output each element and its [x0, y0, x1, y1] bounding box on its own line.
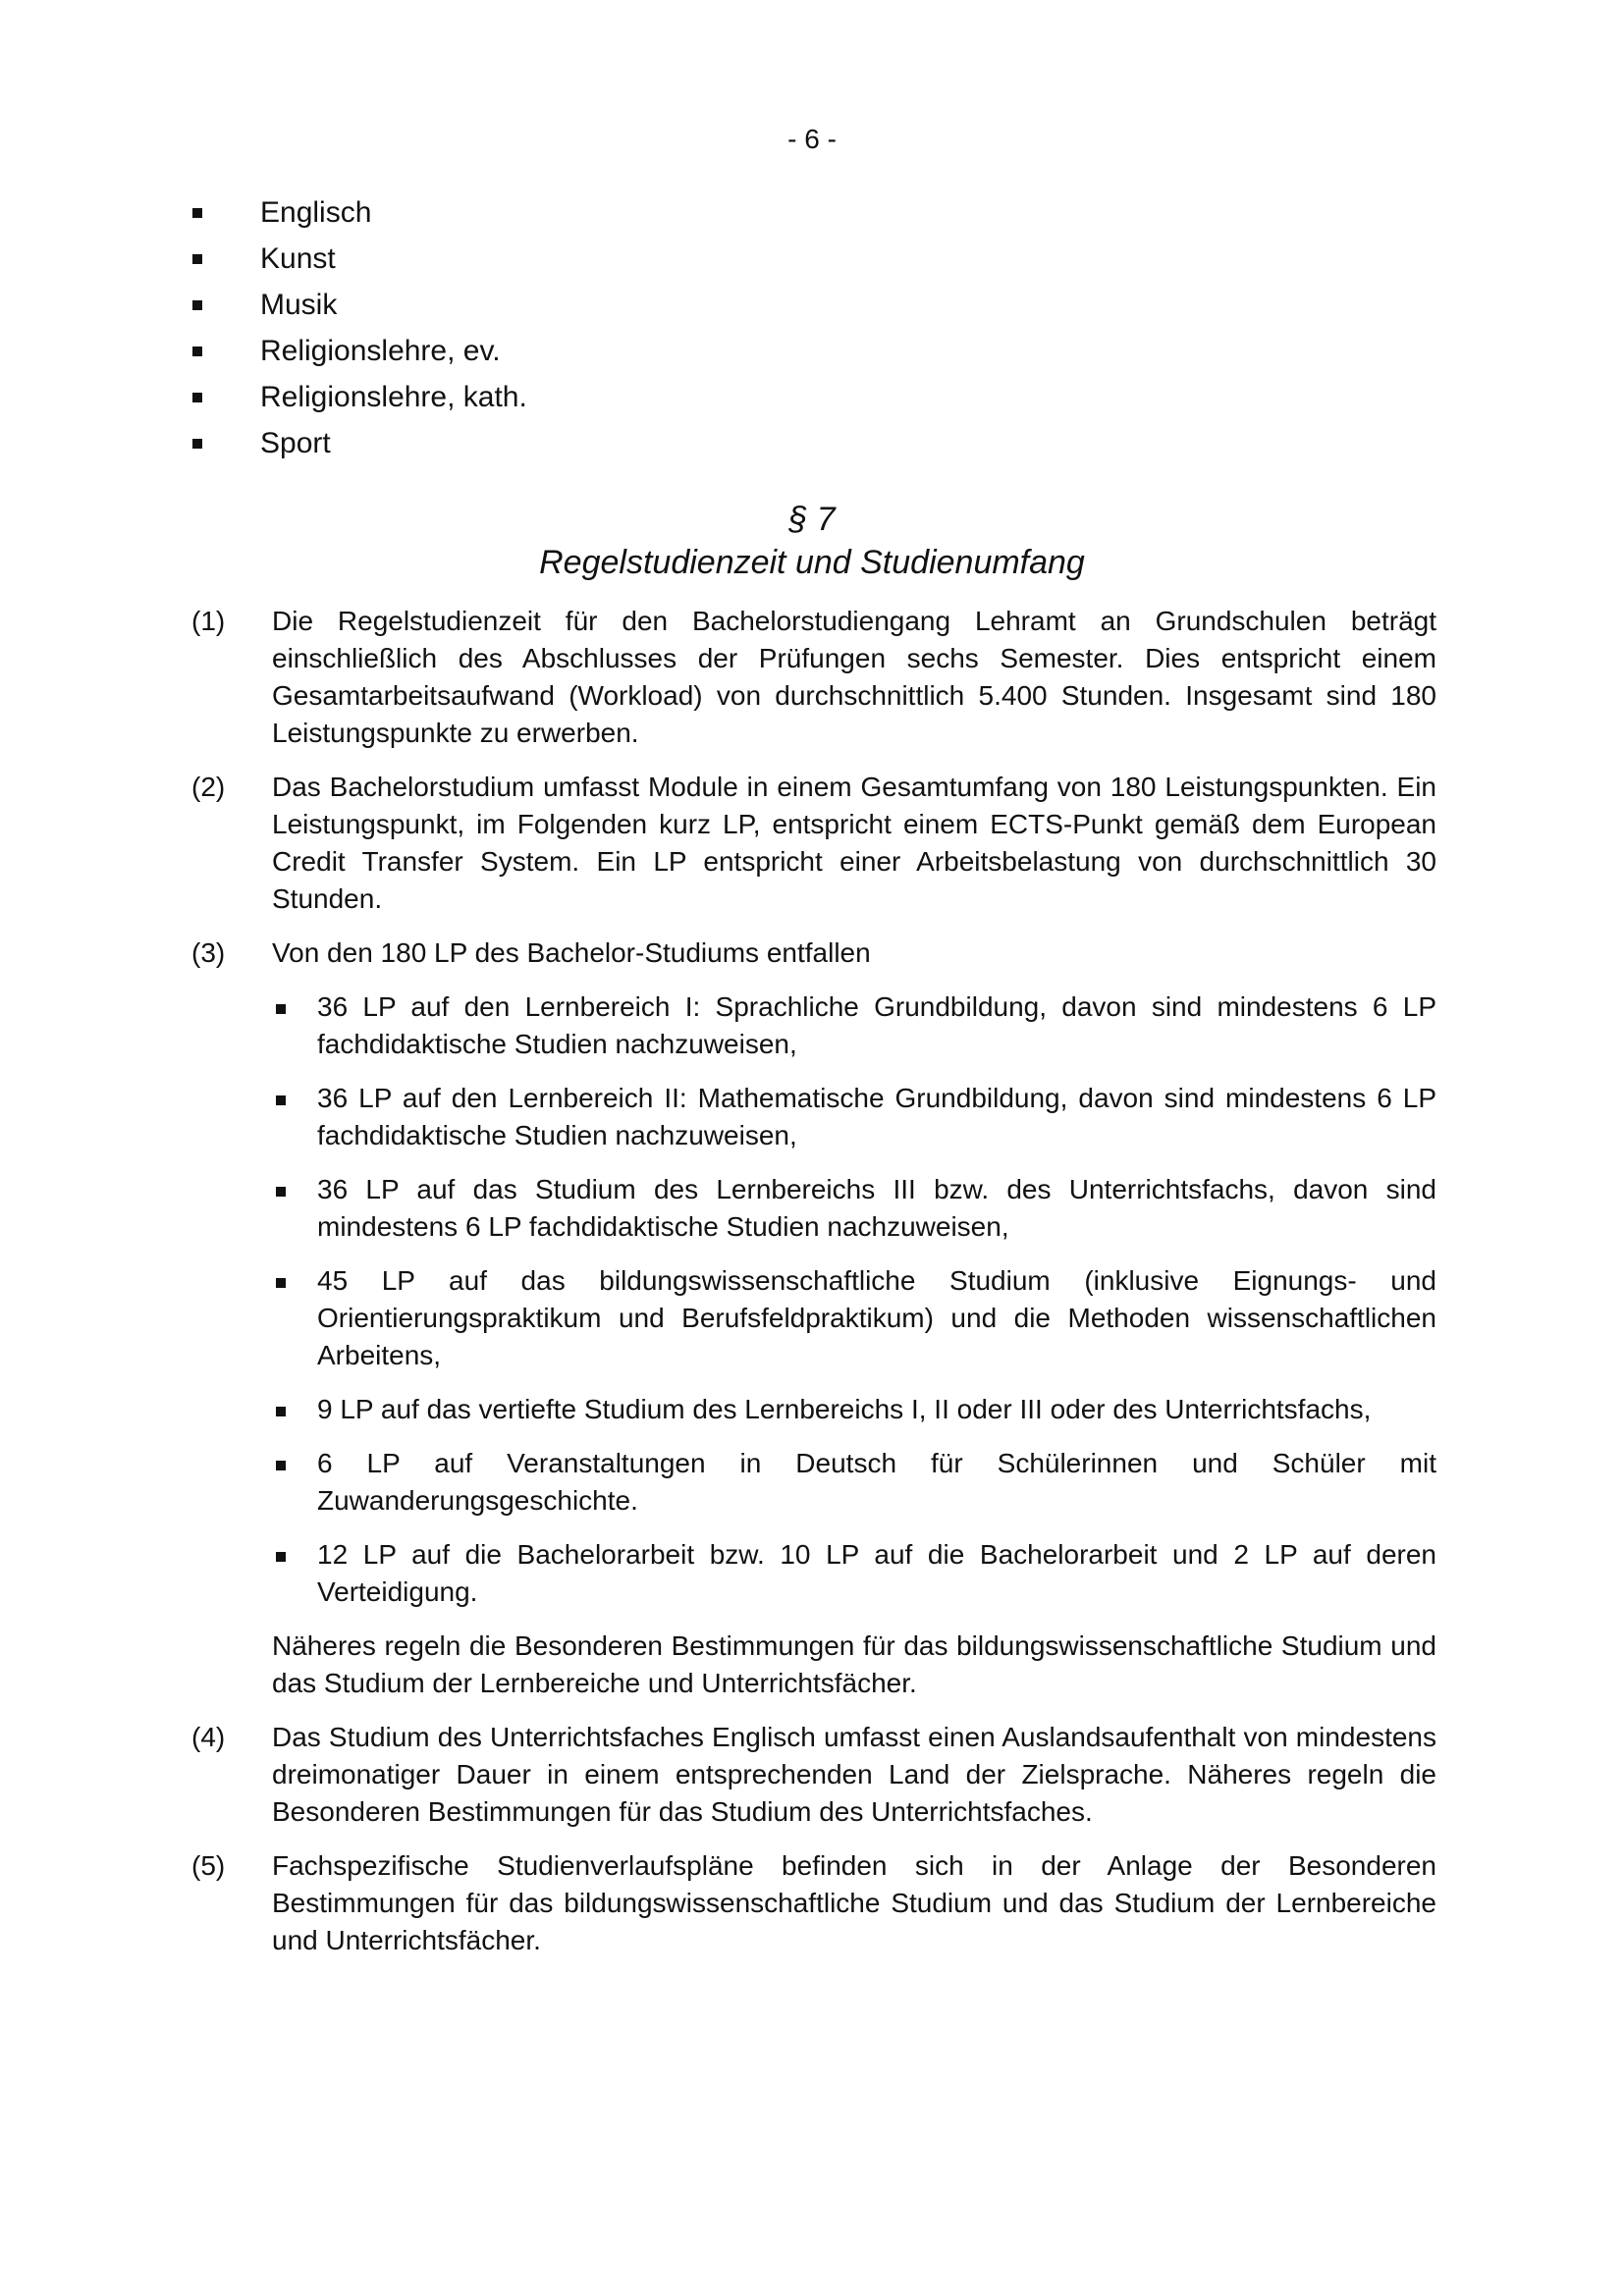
square-bullet-icon [276, 1278, 286, 1288]
paragraph-1 [191, 603, 1436, 752]
square-bullet-icon [276, 1095, 286, 1105]
list-item-label: Musik [260, 289, 338, 321]
list-item-text: 36 LP auf das Studium des Lernbereichs III bzw. des Unterrichtsfachs, davon sind mindestens 6 LP fachdidaktische Studien nachzuweisen, [317, 1174, 1436, 1242]
paragraph-number: (3) [191, 937, 226, 968]
square-bullet-icon [192, 439, 202, 449]
list-item-label: Kunst [260, 242, 336, 275]
list-item [191, 282, 527, 328]
square-bullet-icon [276, 1552, 286, 1562]
list-item [272, 1171, 1436, 1246]
paragraph-text: Das Studium des Unterrichtsfaches Englisch umfasst einen Auslandsaufenthalt von mindestens dreimonatiger Dauer in einem entsprechenden Land der Zielsprache. Näheres regeln die Besonderen Bestimmungen für das Studium des Unterrichtsfaches. [272, 1722, 1436, 1827]
paragraph-number: (1) [191, 606, 226, 636]
page-number: - 6 - [787, 124, 837, 154]
list-item-text: 9 LP auf das vertiefte Studium des Lernbereichs I, II oder III oder des Unterrichtsfachs, [317, 1394, 1372, 1424]
list-item [191, 328, 527, 374]
list-item-label: Sport [260, 427, 331, 459]
list-item [272, 1262, 1436, 1374]
section-heading [0, 498, 1624, 584]
section-symbol: § 7 [788, 501, 836, 538]
list-item-text: 36 LP auf den Lernbereich II: Mathematische Grundbildung, davon sind mindestens 6 LP fachdidaktische Studien nachzuweisen, [317, 1083, 1436, 1150]
list-item-label: Religionslehre, kath. [260, 381, 527, 413]
list-item [272, 1536, 1436, 1611]
paragraph-closing-text: Näheres regeln die Besonderen Bestimmungen für das bildungswissenschaftliche Studium und das Studium der Lernbereiche und Unterrichtsfächer. [272, 1630, 1436, 1698]
credit-allocation-list [272, 988, 1436, 1611]
paragraph-4 [191, 1719, 1436, 1831]
paragraph-number: (2) [191, 772, 226, 802]
square-bullet-icon [276, 1004, 286, 1014]
list-item [272, 1080, 1436, 1154]
paragraph-text: Von den 180 LP des Bachelor-Studiums entfallen [272, 937, 871, 968]
paragraph-text: Die Regelstudienzeit für den Bachelorstudiengang Lehramt an Grundschulen beträgt einschließlich des Abschlusses der Prüfungen sechs Semester. Dies entspricht einem Gesamtarbeitsaufwand (Workload) von durchschnittlich 5.400 Stunden. Insgesamt sind 180 Leistungspunkte zu erwerben. [272, 606, 1436, 748]
list-item-text: 45 LP auf das bildungswissenschaftliche Studium (inklusive Eignungs- und Orientierungspraktikum und Berufsfeldpraktikum) und die Methoden wissenschaftlichen Arbeitens, [317, 1265, 1436, 1370]
paragraph-text: Das Bachelorstudium umfasst Module in einem Gesamtumfang von 180 Leistungspunkten. Ein Leistungspunkt, im Folgenden kurz LP, entspricht einem ECTS-Punkt gemäß dem European Credit Transfer System. Ein LP entspricht einer Arbeitsbelastung von durchschnittlich 30 Stunden. [272, 772, 1436, 914]
list-item [272, 988, 1436, 1063]
list-item [191, 236, 527, 282]
section-title: Regelstudienzeit und Studienumfang [539, 544, 1085, 581]
paragraph-number: (4) [191, 1722, 226, 1752]
paragraph-text: Fachspezifische Studienverlaufspläne befinden sich in der Anlage der Besonderen Bestimmungen für das bildungswissenschaftliche Studium und das Studium der Lernbereiche und Unterrichtsfächer. [272, 1850, 1436, 1955]
list-item-text: 12 LP auf die Bachelorarbeit bzw. 10 LP auf die Bachelorarbeit und 2 LP auf deren Verteidigung. [317, 1539, 1436, 1607]
list-item-text: 6 LP auf Veranstaltungen in Deutsch für Schülerinnen und Schüler mit Zuwanderungsgeschichte. [317, 1448, 1436, 1516]
square-bullet-icon [276, 1461, 286, 1470]
section-body [191, 603, 1436, 1976]
square-bullet-icon [192, 208, 202, 218]
square-bullet-icon [192, 393, 202, 402]
square-bullet-icon [192, 254, 202, 264]
list-item [191, 189, 527, 236]
subject-list [191, 189, 527, 466]
list-item-label: Religionslehre, ev. [260, 335, 501, 367]
list-item-text: 36 LP auf den Lernbereich I: Sprachliche Grundbildung, davon sind mindestens 6 LP fachdidaktische Studien nachzuweisen, [317, 991, 1436, 1059]
paragraph-number: (5) [191, 1850, 226, 1881]
paragraph-2 [191, 769, 1436, 918]
list-item [272, 1391, 1436, 1428]
paragraph-5 [191, 1847, 1436, 1959]
list-item [272, 1445, 1436, 1520]
paragraph-3 [191, 934, 1436, 1702]
list-item [191, 420, 527, 466]
square-bullet-icon [276, 1407, 286, 1416]
list-item-label: Englisch [260, 196, 372, 229]
list-item [191, 374, 527, 420]
square-bullet-icon [276, 1187, 286, 1197]
square-bullet-icon [192, 300, 202, 310]
square-bullet-icon [192, 347, 202, 356]
